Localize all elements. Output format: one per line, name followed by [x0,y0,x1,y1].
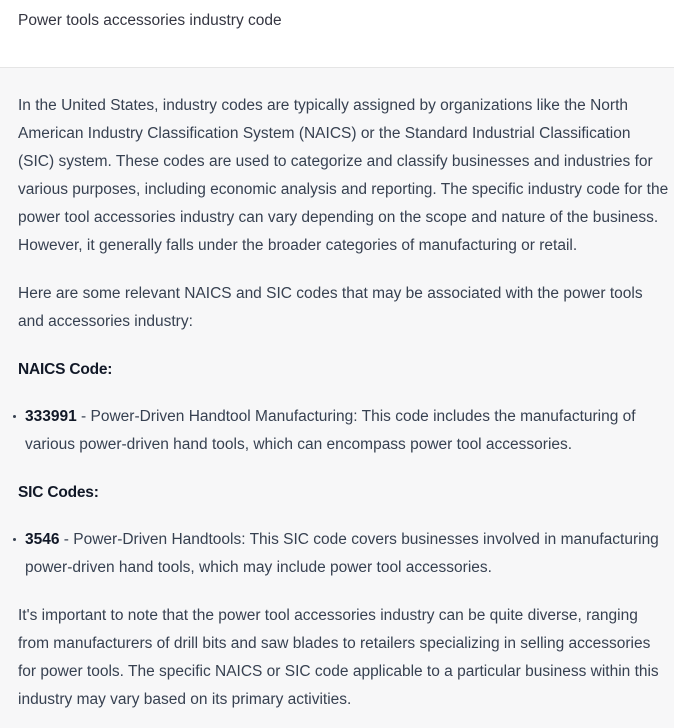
conclusion-paragraph: It's important to note that the power tool accessories industry can be quite diverse, ranging from manufacturers of drill bits and saw blades to retailers specializing in selling accessories for power tools. The specific NAICS or SIC code applicable to a particular business within this industry may vary based on its primary activities. [18,607,659,708]
naics-heading: NAICS Code: [18,361,113,378]
user-message [0,0,674,68]
naics-list-item [18,403,670,459]
sic-list [18,526,670,582]
sic-code: 3546 [25,531,60,548]
intro-paragraph: In the United States, industry codes are typically assigned by organizations like the North American Industry Classification System (NAICS) or the Standard Industrial Classification (SIC) system. These codes are used to categorize and classify businesses and industries for various purposes, including economic analysis and reporting. The specific industry code for the power tool accessories industry can vary depending on the scope and nature of the business. However, it generally falls under the broader categories of manufacturing or retail. [18,97,669,254]
sic-description: - Power-Driven Handtools: This SIC code covers businesses involved in manufacturing power-driven hand tools, which may include power tool accessories. [25,531,659,576]
user-message-text: Power tools accessories industry code [18,12,282,29]
naics-description: - Power-Driven Handtool Manufacturing: This code includes the manufacturing of various power-driven hand tools, which can encompass power tool accessories. [25,408,636,453]
naics-list [18,403,670,459]
sic-heading: SIC Codes: [18,484,99,501]
naics-code: 333991 [25,408,77,425]
sic-list-item [18,526,670,582]
assistant-message [0,68,674,728]
lead-paragraph: Here are some relevant NAICS and SIC codes that may be associated with the power tools and accessories industry: [18,285,643,330]
